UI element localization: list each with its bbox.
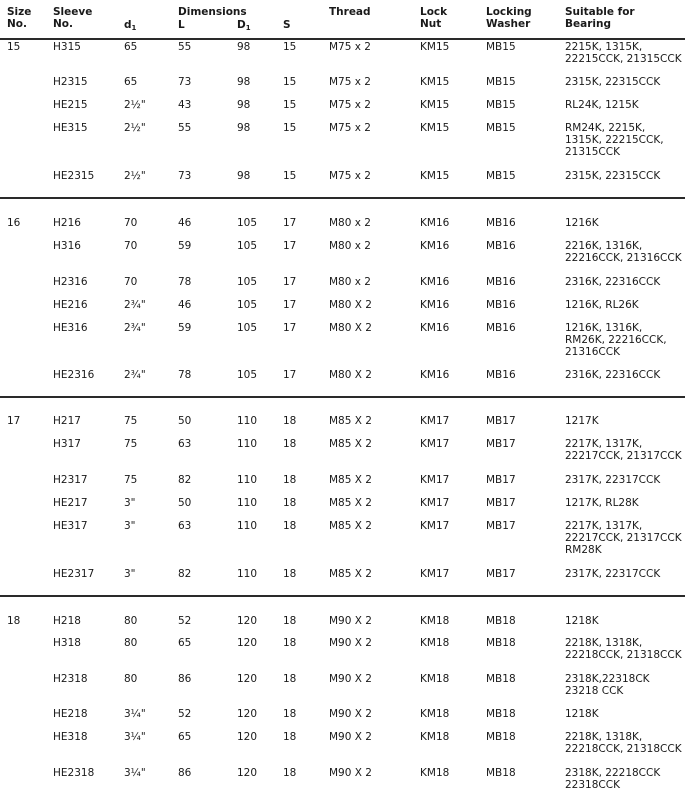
lock-nut-cell: KM18 [420, 673, 450, 685]
length-cell: 52 [178, 708, 192, 720]
header-locking-washer-line1: Locking [486, 6, 532, 18]
header-sleeve-line2: No. [53, 18, 73, 30]
sleeve-cell: H2315 [53, 76, 88, 88]
length-cell: 73 [178, 170, 192, 182]
length-cell: 46 [178, 217, 192, 229]
sleeve-cell: H216 [53, 217, 81, 229]
header-dimensions: Dimensions [178, 6, 247, 18]
sleeve-cell: HE2316 [53, 369, 95, 381]
sleeve-cell: HE318 [53, 731, 88, 743]
d1-cell: 2¾" [124, 322, 146, 334]
sleeve-cell: H218 [53, 615, 81, 627]
d1-cell: 75 [124, 438, 138, 450]
locking-washer-cell: MB18 [486, 637, 516, 649]
lock-nut-cell: KM16 [420, 299, 450, 311]
lock-nut-cell: KM15 [420, 122, 450, 134]
header-lock-nut-line2: Nut [420, 18, 442, 30]
locking-washer-cell: MB16 [486, 369, 516, 381]
header-D1 [237, 19, 251, 34]
outer-diameter-cell: 110 [237, 415, 258, 427]
lock-nut-cell: KM18 [420, 637, 450, 649]
header-thread: Thread [329, 6, 371, 18]
locking-washer-cell: MB16 [486, 322, 516, 334]
outer-diameter-cell: 105 [237, 276, 258, 288]
s-cell: 18 [283, 731, 297, 743]
lock-nut-cell: KM15 [420, 99, 450, 111]
d1-cell: 65 [124, 76, 138, 88]
s-cell: 17 [283, 299, 297, 311]
suitable-bearing-cell: 2317K, 22317CCK [565, 474, 661, 486]
suitable-bearing-cell: 2318K,22318CK 23218 CCK [565, 673, 650, 697]
thread-cell: M90 X 2 [329, 731, 372, 743]
suitable-bearing-cell: 2217K, 1317K, 22217CCK, 21317CCK [565, 438, 682, 462]
s-cell: 17 [283, 322, 297, 334]
locking-washer-cell: MB18 [486, 615, 516, 627]
header-d1-base: d [124, 19, 132, 31]
header-locking-washer-line2: Washer [486, 18, 531, 30]
locking-washer-cell: MB16 [486, 240, 516, 252]
length-cell: 59 [178, 240, 192, 252]
s-cell: 15 [283, 99, 297, 111]
locking-washer-cell: MB15 [486, 76, 516, 88]
thread-cell: M85 X 2 [329, 520, 372, 532]
size-cell: 15 [7, 41, 21, 53]
thread-cell: M80 x 2 [329, 276, 371, 288]
header-D1-base: D [237, 19, 246, 31]
sleeve-cell: HE2315 [53, 170, 95, 182]
s-cell: 18 [283, 520, 297, 532]
s-cell: 18 [283, 708, 297, 720]
lock-nut-cell: KM16 [420, 217, 450, 229]
suitable-bearing-cell: 2218K, 1318K, 22218CCK, 21318CCK [565, 731, 682, 755]
s-cell: 18 [283, 637, 297, 649]
lock-nut-cell: KM17 [420, 520, 450, 532]
header-divider [0, 38, 685, 40]
suitable-bearing-cell: 2315K, 22315CCK [565, 170, 661, 182]
lock-nut-cell: KM16 [420, 322, 450, 334]
s-cell: 18 [283, 438, 297, 450]
suitable-bearing-cell: 2318K, 22218CCK 22318CCK [565, 767, 661, 791]
s-cell: 15 [283, 76, 297, 88]
d1-cell: 3¼" [124, 731, 146, 743]
suitable-bearing-cell: 2216K, 1316K, 22216CCK, 21316CCK [565, 240, 682, 264]
outer-diameter-cell: 120 [237, 708, 258, 720]
outer-diameter-cell: 120 [237, 673, 258, 685]
d1-cell: 2½" [124, 170, 146, 182]
header-size-line1: Size [7, 6, 32, 18]
length-cell: 63 [178, 438, 192, 450]
sleeve-cell: HE316 [53, 322, 88, 334]
suitable-bearing-cell: 2315K, 22315CCK [565, 76, 661, 88]
header-suitable-bearing [565, 6, 635, 30]
outer-diameter-cell: 120 [237, 615, 258, 627]
length-cell: 82 [178, 568, 192, 580]
outer-diameter-cell: 110 [237, 438, 258, 450]
locking-washer-cell: MB17 [486, 568, 516, 580]
lock-nut-cell: KM15 [420, 170, 450, 182]
thread-cell: M75 x 2 [329, 170, 371, 182]
locking-washer-cell: MB17 [486, 474, 516, 486]
thread-cell: M90 X 2 [329, 673, 372, 685]
lock-nut-cell: KM18 [420, 708, 450, 720]
d1-cell: 65 [124, 41, 138, 53]
size-cell: 17 [7, 415, 21, 427]
header-suitable-bearing-line1: Suitable for [565, 6, 635, 18]
suitable-bearing-cell: 1217K, RL28K [565, 497, 639, 509]
header-lock-nut [420, 6, 447, 30]
thread-cell: M85 X 2 [329, 438, 372, 450]
d1-cell: 3¼" [124, 767, 146, 779]
d1-cell: 70 [124, 217, 138, 229]
s-cell: 18 [283, 767, 297, 779]
thread-cell: M85 X 2 [329, 568, 372, 580]
d1-cell: 3" [124, 568, 136, 580]
sleeve-cell: HE218 [53, 708, 88, 720]
d1-cell: 75 [124, 415, 138, 427]
locking-washer-cell: MB15 [486, 122, 516, 134]
lock-nut-cell: KM16 [420, 369, 450, 381]
outer-diameter-cell: 98 [237, 76, 251, 88]
length-cell: 50 [178, 497, 192, 509]
sleeve-cell: H318 [53, 637, 81, 649]
outer-diameter-cell: 98 [237, 99, 251, 111]
sleeve-cell: HE217 [53, 497, 88, 509]
outer-diameter-cell: 110 [237, 568, 258, 580]
lock-nut-cell: KM15 [420, 76, 450, 88]
locking-washer-cell: MB17 [486, 415, 516, 427]
s-cell: 17 [283, 276, 297, 288]
s-cell: 18 [283, 474, 297, 486]
locking-washer-cell: MB15 [486, 170, 516, 182]
locking-washer-cell: MB16 [486, 276, 516, 288]
s-cell: 18 [283, 415, 297, 427]
thread-cell: M75 x 2 [329, 122, 371, 134]
length-cell: 65 [178, 731, 192, 743]
outer-diameter-cell: 105 [237, 322, 258, 334]
d1-cell: 3¼" [124, 708, 146, 720]
length-cell: 65 [178, 637, 192, 649]
outer-diameter-cell: 120 [237, 637, 258, 649]
s-cell: 15 [283, 170, 297, 182]
s-cell: 15 [283, 122, 297, 134]
d1-cell: 80 [124, 615, 138, 627]
sleeve-cell: H316 [53, 240, 81, 252]
length-cell: 86 [178, 673, 192, 685]
length-cell: 43 [178, 99, 192, 111]
length-cell: 78 [178, 276, 192, 288]
s-cell: 17 [283, 240, 297, 252]
suitable-bearing-cell: 1216K, RL26K [565, 299, 639, 311]
thread-cell: M80 X 2 [329, 322, 372, 334]
thread-cell: M80 X 2 [329, 369, 372, 381]
locking-washer-cell: MB17 [486, 520, 516, 532]
suitable-bearing-cell: 2217K, 1317K, 22217CCK, 21317CCK RM28K [565, 520, 682, 556]
locking-washer-cell: MB15 [486, 99, 516, 111]
locking-washer-cell: MB18 [486, 673, 516, 685]
header-d1-sub: 1 [131, 24, 137, 32]
d1-cell: 3" [124, 520, 136, 532]
suitable-bearing-cell: RM24K, 2215K, 1315K, 22215CCK, 21315CCK [565, 122, 664, 158]
outer-diameter-cell: 105 [237, 217, 258, 229]
suitable-bearing-cell: 1218K [565, 708, 599, 720]
thread-cell: M85 X 2 [329, 497, 372, 509]
suitable-bearing-cell: 1217K [565, 415, 599, 427]
lock-nut-cell: KM17 [420, 438, 450, 450]
suitable-bearing-cell: RL24K, 1215K [565, 99, 639, 111]
thread-cell: M75 x 2 [329, 41, 371, 53]
lock-nut-cell: KM15 [420, 41, 450, 53]
length-cell: 52 [178, 615, 192, 627]
d1-cell: 80 [124, 673, 138, 685]
outer-diameter-cell: 110 [237, 520, 258, 532]
lock-nut-cell: KM18 [420, 767, 450, 779]
thread-cell: M90 X 2 [329, 708, 372, 720]
d1-cell: 2½" [124, 99, 146, 111]
thread-cell: M85 X 2 [329, 415, 372, 427]
sleeve-cell: H315 [53, 41, 81, 53]
length-cell: 78 [178, 369, 192, 381]
s-cell: 15 [283, 41, 297, 53]
table-header [0, 6, 695, 36]
outer-diameter-cell: 105 [237, 299, 258, 311]
sleeve-cell: HE216 [53, 299, 88, 311]
thread-cell: M75 x 2 [329, 76, 371, 88]
locking-washer-cell: MB18 [486, 767, 516, 779]
length-cell: 59 [178, 322, 192, 334]
header-d1 [124, 19, 136, 34]
header-size-line2: No. [7, 18, 27, 30]
locking-washer-cell: MB16 [486, 299, 516, 311]
thread-cell: M75 x 2 [329, 99, 371, 111]
sleeve-cell: H217 [53, 415, 81, 427]
header-S: S [283, 19, 291, 31]
d1-cell: 75 [124, 474, 138, 486]
lock-nut-cell: KM17 [420, 568, 450, 580]
suitable-bearing-cell: 2215K, 1315K, 22215CCK, 21315CCK [565, 41, 682, 65]
outer-diameter-cell: 105 [237, 369, 258, 381]
header-sleeve-line1: Sleeve [53, 6, 93, 18]
lock-nut-cell: KM17 [420, 497, 450, 509]
suitable-bearing-cell: 2316K, 22316CCK [565, 276, 661, 288]
s-cell: 17 [283, 217, 297, 229]
sleeve-cell: H317 [53, 438, 81, 450]
sleeve-cell: HE215 [53, 99, 88, 111]
thread-cell: M90 X 2 [329, 615, 372, 627]
suitable-bearing-cell: 1218K [565, 615, 599, 627]
suitable-bearing-cell: 1216K [565, 217, 599, 229]
s-cell: 18 [283, 568, 297, 580]
length-cell: 63 [178, 520, 192, 532]
lock-nut-cell: KM18 [420, 731, 450, 743]
s-cell: 17 [283, 369, 297, 381]
lock-nut-cell: KM17 [420, 474, 450, 486]
thread-cell: M80 x 2 [329, 240, 371, 252]
header-locking-washer [486, 6, 532, 30]
length-cell: 46 [178, 299, 192, 311]
s-cell: 18 [283, 615, 297, 627]
length-cell: 82 [178, 474, 192, 486]
outer-diameter-cell: 98 [237, 122, 251, 134]
length-cell: 55 [178, 122, 192, 134]
thread-cell: M90 X 2 [329, 767, 372, 779]
group-divider [0, 396, 685, 398]
lock-nut-cell: KM16 [420, 276, 450, 288]
header-lock-nut-line1: Lock [420, 6, 448, 18]
length-cell: 50 [178, 415, 192, 427]
suitable-bearing-cell: 2218K, 1318K, 22218CCK, 21318CCK [565, 637, 682, 661]
thread-cell: M85 X 2 [329, 474, 372, 486]
header-D1-sub: 1 [245, 24, 251, 32]
header-suitable-bearing-line2: Bearing [565, 18, 611, 30]
size-cell: 18 [7, 615, 21, 627]
sleeve-cell: HE2318 [53, 767, 95, 779]
locking-washer-cell: MB18 [486, 731, 516, 743]
suitable-bearing-cell: 2316K, 22316CCK [565, 369, 661, 381]
group-divider [0, 197, 685, 199]
sleeve-cell: HE315 [53, 122, 88, 134]
header-size [7, 6, 31, 30]
suitable-bearing-cell: 2317K, 22317CCK [565, 568, 661, 580]
sleeve-cell: H2317 [53, 474, 88, 486]
sleeve-cell: HE2317 [53, 568, 95, 580]
d1-cell: 70 [124, 240, 138, 252]
outer-diameter-cell: 110 [237, 497, 258, 509]
d1-cell: 2¾" [124, 299, 146, 311]
lock-nut-cell: KM16 [420, 240, 450, 252]
header-sleeve [53, 6, 92, 30]
thread-cell: M80 x 2 [329, 217, 371, 229]
header-L: L [178, 19, 185, 31]
length-cell: 55 [178, 41, 192, 53]
locking-washer-cell: MB16 [486, 217, 516, 229]
outer-diameter-cell: 105 [237, 240, 258, 252]
thread-cell: M90 X 2 [329, 637, 372, 649]
lock-nut-cell: KM18 [420, 615, 450, 627]
outer-diameter-cell: 120 [237, 731, 258, 743]
locking-washer-cell: MB15 [486, 41, 516, 53]
outer-diameter-cell: 110 [237, 474, 258, 486]
sleeve-cell: H2316 [53, 276, 88, 288]
d1-cell: 2¾" [124, 369, 146, 381]
locking-washer-cell: MB17 [486, 438, 516, 450]
sleeve-cell: HE317 [53, 520, 88, 532]
sleeve-cell: H2318 [53, 673, 88, 685]
outer-diameter-cell: 98 [237, 41, 251, 53]
length-cell: 86 [178, 767, 192, 779]
d1-cell: 70 [124, 276, 138, 288]
lock-nut-cell: KM17 [420, 415, 450, 427]
thread-cell: M80 X 2 [329, 299, 372, 311]
size-cell: 16 [7, 217, 21, 229]
locking-washer-cell: MB18 [486, 708, 516, 720]
d1-cell: 3" [124, 497, 136, 509]
d1-cell: 80 [124, 637, 138, 649]
length-cell: 73 [178, 76, 192, 88]
outer-diameter-cell: 98 [237, 170, 251, 182]
d1-cell: 2½" [124, 122, 146, 134]
outer-diameter-cell: 120 [237, 767, 258, 779]
s-cell: 18 [283, 673, 297, 685]
locking-washer-cell: MB17 [486, 497, 516, 509]
suitable-bearing-cell: 1216K, 1316K, RM26K, 22216CCK, 21316CCK [565, 322, 667, 358]
group-divider [0, 595, 685, 597]
s-cell: 18 [283, 497, 297, 509]
